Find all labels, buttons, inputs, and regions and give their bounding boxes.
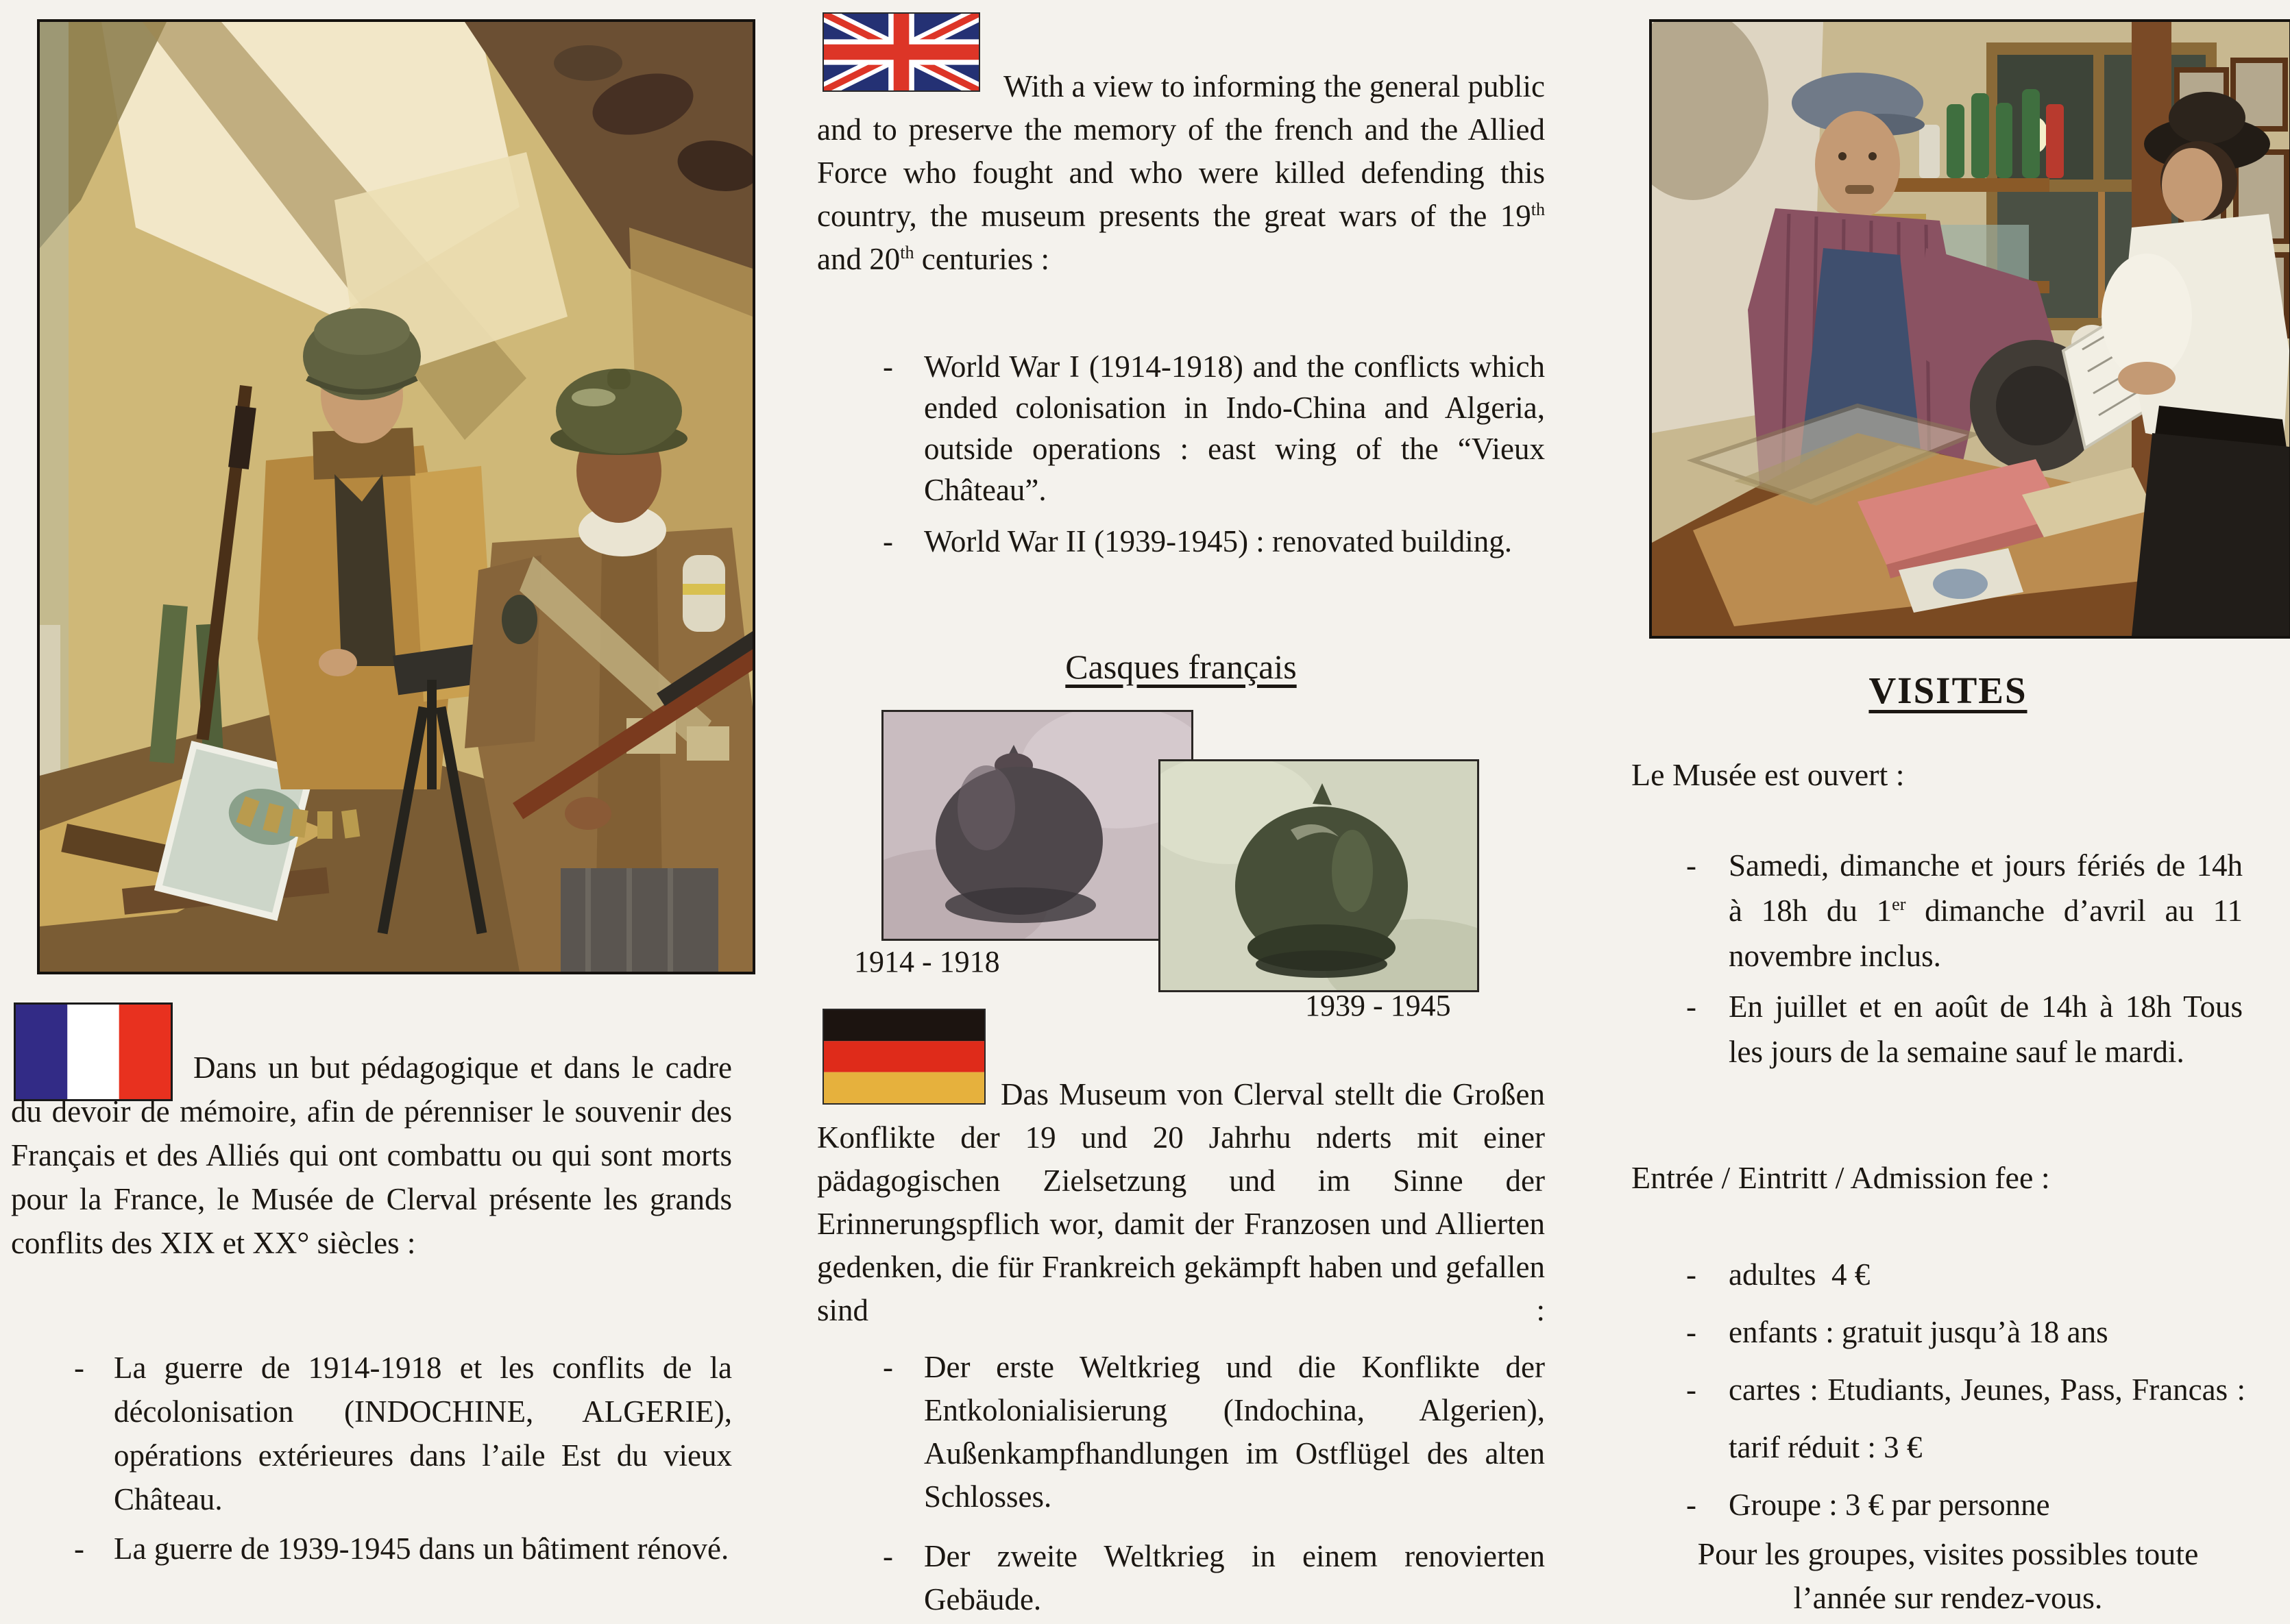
- helmet-1939-caption: 1939 - 1945: [1305, 989, 1451, 1022]
- admission-fee-heading: Entrée / Eintritt / Admission fee :: [1631, 1160, 2050, 1195]
- admission-children: enfants : gratuit jusqu’à 18 ans: [1729, 1315, 2108, 1349]
- groups-footer-line-2: l’année sur rendez-vous.: [1793, 1580, 2103, 1615]
- bullet-dash: -: [883, 1539, 893, 1573]
- opening-hours-text: En juillet et en août de 14h à 18h Tous les jours de la semaine sauf le mardi.: [1729, 989, 2243, 1069]
- list-item: [74, 1527, 732, 1571]
- bullet-dash: -: [1686, 848, 1696, 883]
- admission-adults: adultes 4 €: [1729, 1257, 1871, 1292]
- admission-cards: cartes : Etudiants, Jeunes, Pass, Francas : tarif réduit : 3 €: [1729, 1373, 2254, 1464]
- list-item: [1686, 984, 2243, 1074]
- opening-hours-text: dimanche d’avril au 11 novembre inclus.: [1729, 894, 2243, 973]
- english-paragraph-text: and 20: [817, 242, 901, 276]
- soldiers-diorama-illustration: [40, 22, 753, 972]
- soldiers-diorama-photo: [37, 19, 755, 974]
- bullet-dash: -: [883, 524, 893, 558]
- opening-hours-text: Samedi, dimanche et jours fériés de 14h à 18h du 1: [1729, 848, 2243, 928]
- french-bullet-2: La guerre de 1939-1945 dans un bâtiment rénové.: [114, 1531, 729, 1566]
- bullet-dash: -: [74, 1531, 84, 1566]
- english-intro-paragraph: [817, 65, 1545, 281]
- german-bullet-list: [883, 1346, 1545, 1621]
- admission-fee-list: [1686, 1246, 2254, 1534]
- helmet-1939-illustration: [1160, 761, 1477, 990]
- list-item: [883, 1346, 1545, 1518]
- german-intro-paragraph: Das Museum von Clerval stellt die Großen Konflikte der 19 und 20 Jahrhu nderts mit einer pädagogischen Zielsetzung und im Sinne der Erinnerungspflich wor, damit der Franzosen und Allierten gedenken, die für Frankreich gekämpft haben und gefallen sind :: [817, 1077, 1545, 1327]
- germany-flag-black-band: [824, 1010, 984, 1041]
- english-bullet-list: [883, 346, 1545, 562]
- bullet-dash: -: [1686, 989, 1696, 1024]
- bullet-dash: -: [1686, 1373, 1696, 1407]
- opening-hours-2: [1729, 984, 2243, 1074]
- list-item: [1686, 1476, 2245, 1534]
- list-item: [1686, 1361, 2254, 1476]
- bullet-dash: -: [883, 1350, 893, 1384]
- french-intro-paragraph: Dans un but pédagogique et dans le cadre du devoir de mémoire, afin de pérenniser le souvenir des Français et des Alliés qui ont combattu ou qui sont morts pour la France, le Musée de Clerval présente les grands conflits des XIX et XX° siècles :: [11, 1050, 732, 1260]
- french-bullet-list: [74, 1346, 732, 1571]
- groups-footer-line-1: Pour les groupes, visites possibles toute: [1697, 1536, 2199, 1571]
- bullet-dash: -: [1686, 1488, 1696, 1522]
- admission-groups: Groupe : 3 € par personne: [1729, 1488, 2050, 1522]
- bullet-dash: -: [883, 349, 893, 384]
- helmet-1914-caption: 1914 - 1918: [854, 945, 1000, 979]
- list-item: [1686, 843, 2243, 979]
- list-item: [883, 521, 1545, 562]
- helmet-1914-illustration: [884, 712, 1191, 939]
- helmets-section-heading: Casques français: [1065, 648, 1297, 686]
- museum-shop-illustration: [1652, 22, 2289, 636]
- french-bullet-1: La guerre de 1914-1918 et les conflits de la décolonisation (INDOCHINE, ALGERIE), opérations extérieures dans l’aile Est du vieux Château.: [114, 1351, 732, 1516]
- bullet-dash: -: [1686, 1257, 1696, 1292]
- helmet-1939-photo: [1158, 759, 1479, 992]
- bullet-dash: -: [74, 1351, 84, 1385]
- superscript-th: th: [900, 243, 914, 262]
- helmet-1914-photo: [881, 710, 1193, 941]
- visits-section-heading: VISITES: [1868, 669, 2027, 711]
- list-item: [74, 1346, 732, 1521]
- germany-flag-red-band: [824, 1041, 984, 1072]
- list-item: [1686, 1246, 2245, 1303]
- english-paragraph-text: With a view to informing the general public and to preserve the memory of the french and the Allied Force who fought and who were killed defending this country, the museum presents the great wars of the 19: [817, 69, 1545, 233]
- english-bullet-1: World War I (1914-1918) and the conflicts which ended colonisation in Indo-China and Algeria, outside operations : east wing of the “Vieux Château”.: [924, 349, 1545, 507]
- opening-hours-list: [1686, 843, 2243, 1074]
- groups-footer-note: [1622, 1532, 2274, 1620]
- visits-intro-line: Le Musée est ouvert :: [1631, 757, 1905, 792]
- superscript-th: th: [1531, 199, 1545, 219]
- superscript-er: er: [1892, 894, 1906, 914]
- list-item: [1686, 1303, 2245, 1361]
- museum-shop-photo: [1649, 19, 2290, 639]
- list-item: [883, 346, 1545, 510]
- opening-hours-1: [1729, 843, 2243, 979]
- list-item: [883, 1535, 1545, 1621]
- bullet-dash: -: [1686, 1315, 1696, 1349]
- english-bullet-2: World War II (1939-1945) : renovated building.: [924, 524, 1512, 558]
- german-bullet-1: Der erste Weltkrieg und die Konflikte der Entkolonialisierung (Indochina, Algerien), Außenkampfhandlungen im Ostflügel des alten Schlosses.: [924, 1350, 1545, 1514]
- english-paragraph-text: centuries :: [914, 242, 1049, 276]
- german-bullet-2: Der zweite Weltkrieg in einem renovierten Gebäude.: [924, 1539, 1545, 1616]
